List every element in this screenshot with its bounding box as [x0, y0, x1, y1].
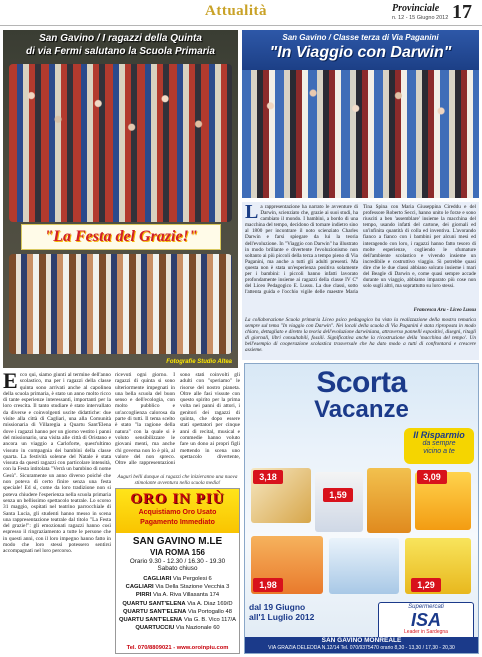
branch-item: CAGLIARI Via Della Stazione Vecchia 3	[125, 584, 230, 591]
oro-tagline-1: Acquistiamo Oro Usato	[138, 509, 217, 516]
darwin-body-columns	[245, 201, 476, 306]
price-tag: 1,98	[253, 578, 283, 592]
price-tag: 1,29	[411, 578, 441, 592]
darwin-class-photo	[242, 70, 479, 198]
photo-credit: Fotografie Studio Altea	[166, 359, 232, 365]
savings-line-3: vicino a te	[423, 448, 455, 455]
savings-line-1: Il Risparmio	[413, 430, 465, 440]
product-rice	[315, 472, 363, 532]
price-tag: 3,09	[417, 470, 447, 484]
photo-title-line-1: San Gavino / I ragazzi della Quinta	[39, 33, 202, 44]
festa-banner	[21, 224, 221, 250]
class-group-photo	[9, 64, 232, 222]
quinta-caption: Auguri belli dunque ai ragazzi che inizieranno una nuova stimolante avventura nella scuola media!	[117, 474, 238, 486]
oro-closed-text: Sabato chiuso	[157, 565, 198, 572]
class-photo-feature	[3, 30, 238, 368]
oro-branch-list	[116, 575, 239, 632]
branch-item: QUARTU SANT'ELENA Via Portogallo 48	[123, 608, 232, 615]
page-header	[0, 0, 482, 26]
darwin-article-header	[242, 30, 479, 70]
isa-promo-dates	[249, 602, 369, 622]
oro-ad-banner	[116, 489, 239, 533]
product-yogurt	[329, 538, 399, 594]
darwin-article-body	[242, 202, 479, 360]
branch-item: PIRRI Via A. Riva Villasanta 174	[135, 592, 220, 599]
isa-store-bar	[245, 637, 478, 653]
quinta-article-continued: ricevuti ogni giorno. I ragazzi di quinta si sono ulteriormente impegnati in una bella scuola del buon senso e dell'ecologia, con molto pubblico e un'accoglienza calorosa da parte di tutti. Il tema scelto è stato "la ragione della natura" con la quale si è voluto sensibilizzare le giovani menti, ma anche chi governa non lo è più, al valore del non spreco. Oltre alle rappresentazioni sono stati coinvolti gli adulti con "speriamo" le risorse del nostro pianeta. Oltre alle fasi vissute con questo spirito per la prima volta nei panni di attori, i genitori dei ragazzi di quinta, che dopo essere stati spettatori per cinque anni di recital, musical e commedie hanno voluto fare un dono ai propri figli mettendo in scena uno spettacolo divertente,	[115, 372, 240, 467]
darwin-article-title: "In Viaggio con Darwin"	[269, 44, 452, 61]
isa-headline-1: Scorta	[316, 366, 407, 399]
festa-banner-text: "La Festa del Grazie!"	[44, 228, 198, 245]
stage-photo	[9, 254, 232, 354]
savings-line-2: da sempre	[422, 439, 456, 447]
section-title: Attualità	[205, 3, 267, 19]
promo-date-end: all'1 Luglio 2012	[249, 612, 315, 622]
oro-main-address: VIA ROMA 156	[150, 548, 205, 557]
issue-date: n. 12 - 15 Giugno 2012	[392, 15, 449, 21]
quinta-body-text: cco qui, siamo giunti al termine dell'anno scolastico, ma per i ragazzi della classe quinta sono arrivati anche al capolinea della scuola primaria, è stato un anno molto ricco di tante esperienze interessanti, importanti per la loro crescita. Il tanto studiare è stato intervallato da diverse e coinvolgenti uscite didattiche: due visite alla città di Cagliari, una alla Comunità missionaria di Villaregia a Quartu Sant'Elena dove i ragazzi hanno per un giorno vestito i panni del missionario, una visita alle città di Oristano e ancora un viaggio a Carloforte, quest'ultimo vissuto in compagnia dei bambini della classe quarta. La festività solenne del Natale è stata vissuta da questi ragazzi con particolare intensità, con la Festa intitolata "Verrà un bambino di nome Gesù". Sicuramente un anno diverso poiché che non poteva di certo finire senza una festa speciale! Ed sì, come da loro tradizione non si poteva chiudere l'esperienza nella scuola primaria senza un bellissimo spettacolo teatrale. Lo scorso 31 maggio, ospitati nel teatrino parrocchiale di Santa Lucia, gli studenti hanno messo in scena una rappresentazione teatrale dal titolo "La Festa del grazie!": gli emozionati ragazzi hanno così espresso il ringraziamento a tutte le persone che in questi anni, con il loro impegno hanno fatto in modo che loro stessi potessero sentirsi accompagnati nel loro percorso.	[3, 372, 111, 555]
isa-logo	[378, 602, 474, 640]
oro-tagline-2: Pagamento Immediato	[140, 519, 215, 526]
product-tea-bottle	[367, 468, 411, 533]
isa-savings-badge	[404, 428, 474, 464]
newspaper-brand: Provinciale	[392, 3, 440, 14]
isa-logo-super: Supermercati	[408, 604, 444, 610]
isa-product-display	[251, 468, 473, 598]
isa-store-address: VIA GRAZIA DELEDDA N.12/14 Tel. 070/9375470 orario 8,30 - 13,30 / 17,30 - 20,30	[268, 645, 455, 651]
branch-item: CAGLIARI Via Pergolesi 6	[143, 576, 212, 582]
isa-scorta-vacanze-advert	[244, 363, 479, 654]
branch-item: QUARTUCCIU Via Nazionale 60	[135, 625, 220, 632]
isa-logo-tagline: Leader in Sardegna	[404, 629, 448, 635]
price-tag: 3,18	[253, 470, 283, 484]
branch-item: QUARTU SANT'ELENA Via A. Diaz 169/D	[122, 600, 233, 607]
dropcap: L	[245, 201, 259, 223]
oro-in-piu-advert	[115, 488, 240, 654]
oro-main-city: SAN GAVINO M.LE	[132, 536, 223, 547]
oro-hours-text: Orario 9.30 - 12.30 / 16.30 - 19.30	[129, 558, 226, 565]
quinta-article-body	[3, 368, 111, 654]
isa-headline-2: Vacanze	[314, 396, 409, 423]
article-author: Francesca Aru - Liceo Lussu	[413, 307, 476, 313]
dropcap: E	[3, 368, 18, 393]
photo-feature-title	[3, 32, 238, 58]
oro-logo: ORO IN PIÙ	[130, 491, 225, 507]
darwin-body-text: a rappresentazione ha narrato le avventure di Darwin, scienziato che, grazie ai suoi studi, ha cambiato il mondo. I bambini, a bordo di una macchina del tempo, decidono di tornare indietro sino al 1800 per incontrare il noto scienziato Charles Darwin e farsi spiegare da lui la teoria dell'evoluzione. In "Viaggio con Darwin" ha illustrato in modo brillante e divertente l'evoluzionismo non soltanto ai più piccoli della terza a tempo pieno di Via Paganini, ma anche a tutti gli adulti presenti. Ma questa non è stata un'esperienza positiva solamente per i bambini: i piccoli hanno infatti lavorato profondamente insieme ai ragazzi della classe IV C° del Liceo Pedagogico E. Lussu. La due classi, sotto l'attenta guida e l'occhio vigile delle maestre Maria Tina Spina con Maria Giuseppina Cireddu e del professore Roberto Secci, hanno unito le forze e sono riusciti a ben 'assemblare' insieme la macchina del tempo, usando infatti del cartone, dei giornali ed un'infinita quantità di colla ed inventiva. L'avorando fianco a fianco con i bambini per alcuni mesi ed interagendo con loro, i ragazzi hanno fatto tesoro di molte esperienze, cogliendo le sfumature dell'ambiente scolastico e vivendo insieme un incredibile e costruttivo viaggio. Si potrebbe quasi dire che le due classi abbiano solcato insieme i mari del Beagle di Darwin e, come quasi sempre accade durante un viaggio, abbiamo imparato più cose non solo sugli altri, ma soprattutto su loro stessi.	[245, 204, 476, 296]
price-tag: 1,59	[323, 488, 353, 502]
oro-contact-footer: Tel. 070/8809021 - www.oroinpiu.com	[126, 645, 229, 651]
promo-date-start: dal 19 Giugno	[249, 602, 306, 612]
page-number: 17	[452, 1, 472, 23]
isa-logo-name: ISA	[410, 610, 441, 630]
oro-hours	[116, 558, 239, 572]
isa-store-city: SAN GAVINO MONREALE	[321, 637, 402, 644]
darwin-caption: La collaborazione Scuola primaria Liceo psico pedagogico ha visto la realizzazione della mostra tematica sempre sul tema "In viaggio con Darwin". Nei locali della scuola di Via Paganini è stata riproposta in modo chiaro, dettagliato e diretto la teoria dell'evoluzione darwiniana, attraverso pannelli espositivi, disegni, ritagli di giornali, libri consultabili, fossili. Significativa anche la ricostruzione della 'macchina del tempo'. Un bell'esempio di cooperazione scolastica trasversale che ha dato modo a tutti di confrontarsi e crescere assieme.	[245, 317, 476, 354]
darwin-article	[242, 30, 479, 360]
darwin-article-subtitle: San Gavino / Classe terza di Via Paganini	[282, 33, 439, 42]
branch-item: QUARTU SANT'ELENA Via G. B. Vico 117/A	[118, 617, 237, 624]
photo-title-line-2: di via Fermi salutano la Scuola Primaria	[26, 46, 215, 57]
